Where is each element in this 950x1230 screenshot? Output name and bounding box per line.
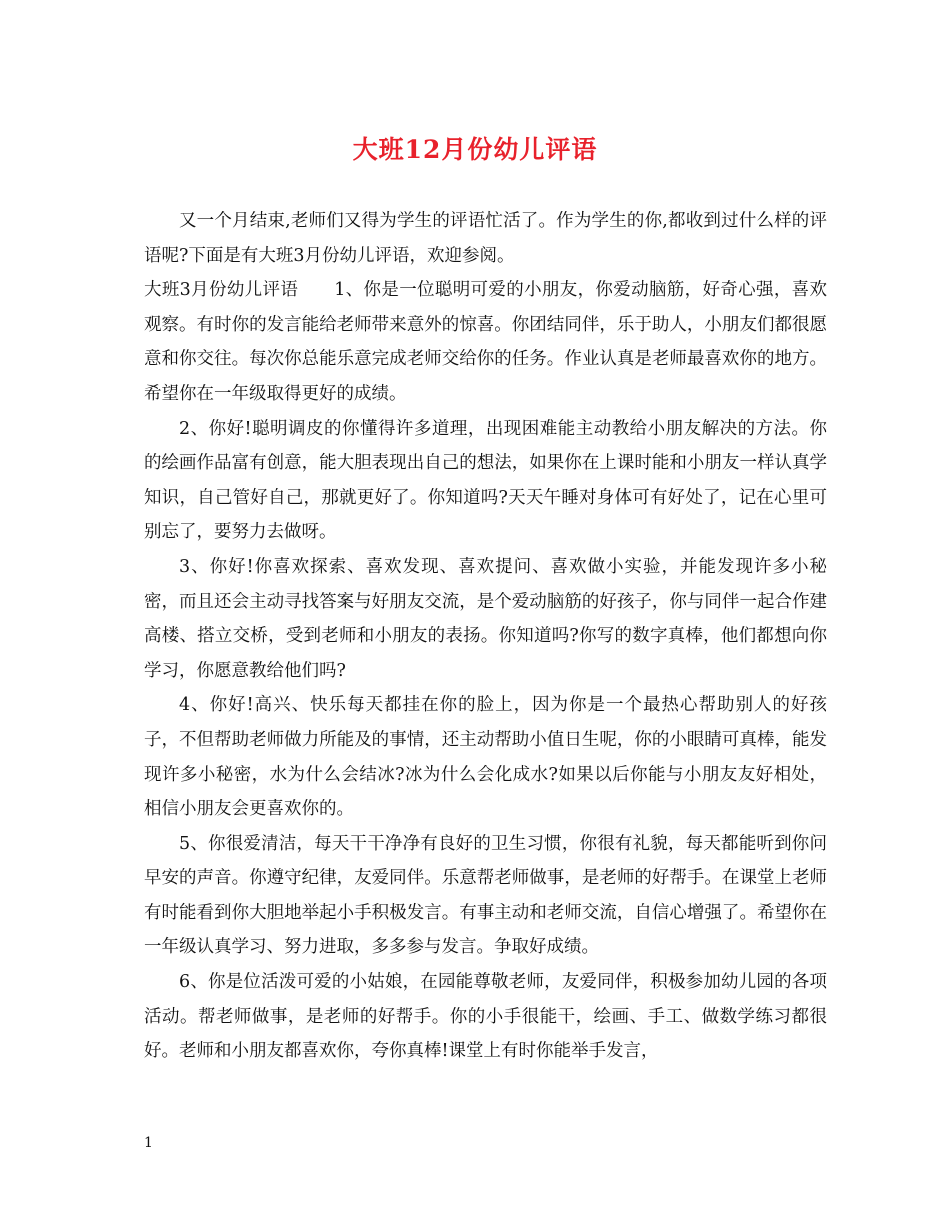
intro-paragraph: 又一个月结束,老师们又得为学生的评语忙活了。作为学生的你,都收到过什么样的评语呢?下面是有大班3月份幼儿评语，欢迎参阅。	[144, 211, 827, 266]
comment-5: 5、你很爱清洁，每天干干净净有良好的卫生习惯，你很有礼貌，每天都能听到你问早安的声音。你遵守纪律，友爱同伴。乐意帮老师做事，是老师的好帮手。在课堂上老师有时能看到你大胆地举起小手积极发言。有事主动和老师交流，自信心增强了。希望你在一年级认真学习、努力进取，多多参与发言。争取好成绩。	[144, 833, 827, 958]
comment-2: 2、你好!聪明调皮的你懂得许多道理，出现困难能主动教给小朋友解决的方法。你的绘画作品富有创意，能大胆表现出自己的想法，如果你在上课时能和小朋友一样认真学知识，自己管好自己，那就更好了。你知道吗?天天午睡对身体可有好处了，记在心里可别忘了，要努力去做呀。	[144, 418, 827, 543]
document-body	[144, 204, 827, 1069]
comment-6: 6、你是位活泼可爱的小姑娘，在园能尊敬老师，友爱同伴，积极参加幼儿园的各项活动。帮老师做事，是老师的好帮手。你的小手很能干，绘画、手工、做数学练习都很好。老师和小朋友都喜欢你，夸你真棒!课堂上有时你能举手发言，	[144, 972, 827, 1062]
first-comment-paragraph	[144, 273, 827, 411]
page-number: 1	[144, 1135, 153, 1151]
comment-1: 1、你是一位聪明可爱的小朋友，你爱动脑筋，好奇心强，喜欢观察。有时你的发言能给老师带来意外的惊喜。你团结同伴，乐于助人，小朋友们都很愿意和你交往。每次你总能乐意完成老师交给你的任务。作业认真是老师最喜欢你的地方。希望你在一年级取得更好的成绩。	[144, 280, 827, 404]
comment-3: 3、你好!你喜欢探索、喜欢发现、喜欢提问、喜欢做小实验，并能发现许多小秘密，而且还会主动寻找答案与好朋友交流，是个爱动脑筋的好孩子，你与同伴一起合作建高楼、搭立交桥，受到老师和小朋友的表扬。你知道吗?你写的数字真棒，他们都想向你学习，你愿意教给他们吗?	[144, 556, 827, 681]
document-title: 大班12月份幼儿评语	[352, 135, 598, 164]
comment-4: 4、你好!高兴、快乐每天都挂在你的脸上，因为你是一个最热心帮助别人的好孩子，不但帮助老师做力所能及的事情，还主动帮助小值日生呢，你的小眼睛可真棒，能发现许多小秘密，水为什么会结冰?冰为什么会化成水?如果以后你能与小朋友友好相处，相信小朋友会更喜欢你的。	[144, 695, 827, 820]
section-subheading: 大班3月份幼儿评语	[144, 280, 299, 301]
